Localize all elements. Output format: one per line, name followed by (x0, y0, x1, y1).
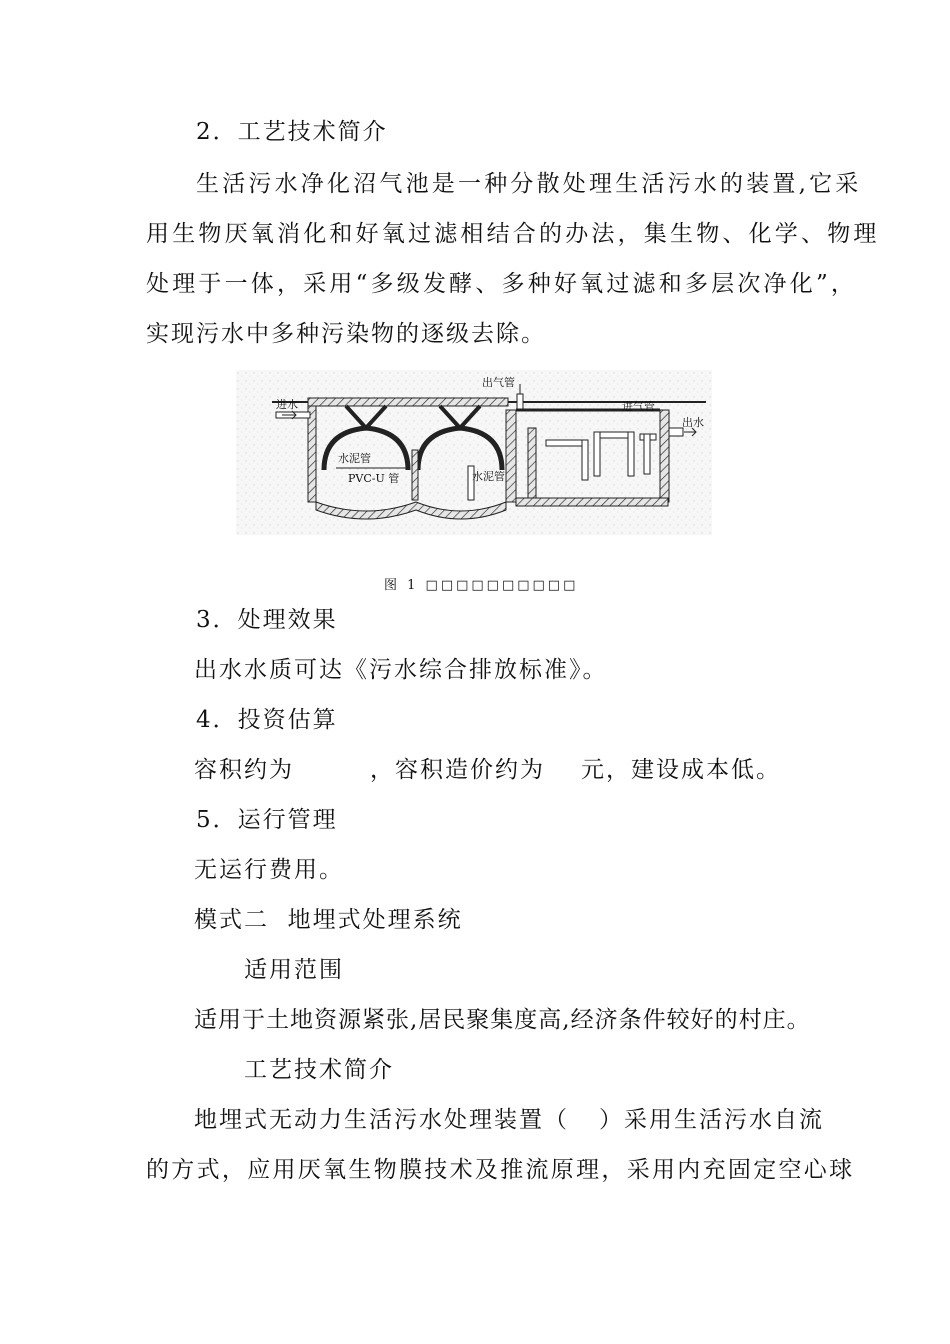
mode2-tech-line-1 (194, 1106, 824, 1134)
section5-text: 无运行费用。 (194, 857, 344, 883)
label-inlet: 进水 (276, 398, 298, 411)
section4-text-c: 元，建设成本低。 (581, 757, 781, 783)
mode2-tech-heading: 工艺技术简介 (244, 1057, 394, 1083)
section2-para-line-2: 用生物厌氧消化和好氧过滤相结合的办法，集生物、化学、物理 (146, 221, 880, 247)
section2-para-line-4: 实现污水中多种污染物的逐级去除。 (146, 321, 546, 347)
section2-para-line-3: 处理于一体，采用“多级发酵、多种好氧过滤和多层次净化”， (146, 271, 858, 297)
mode2-tech-line-2: 的方式，应用厌氧生物膜技术及推流原理，采用内充固定空心球 (146, 1157, 855, 1183)
mode2-tech-line-1b: ）采用生活污水自流 (599, 1107, 824, 1133)
label-inlet-gas-pipe: 进气管 (622, 400, 655, 413)
label-pvc-pipe: PVC-U 管 (348, 472, 400, 485)
section2-heading: 2．工艺技术简介 (196, 119, 388, 145)
section4-heading: 4．投资估算 (196, 707, 338, 733)
section2-para-line-1: 生活污水净化沼气池是一种分散处理生活污水的装置,它采 (196, 171, 862, 197)
mode2-scope-heading: 适用范围 (244, 957, 344, 983)
label-cement-pipe-1: 水泥管 (338, 452, 371, 465)
section5-heading: 5．运行管理 (196, 807, 338, 833)
mode2-scope-text: 适用于土地资源紧张,居民聚集度高,经济条件较好的村庄。 (194, 1007, 811, 1033)
label-outlet: 出水 (682, 416, 704, 429)
section3-text: 出水水质可达《污水综合排放标准》。 (194, 657, 608, 683)
section4-text-b: ，容积造价约为 (370, 757, 545, 783)
section3-heading: 3．处理效果 (196, 607, 338, 633)
mode2-tech-line-1a: 地埋式无动力生活污水处理装置（ (194, 1107, 569, 1133)
figure-caption: 图 1 □□□□□□□□□□ (384, 578, 579, 593)
label-outlet-gas-pipe: 出气管 (482, 376, 515, 389)
section4-text-a: 容积约为 (194, 757, 294, 783)
label-cement-pipe-2: 水泥管 (472, 470, 505, 483)
tank-diagram (236, 370, 712, 535)
mode2-heading: 模式二 地埋式处理系统 (194, 907, 463, 933)
section4-text (194, 756, 781, 784)
